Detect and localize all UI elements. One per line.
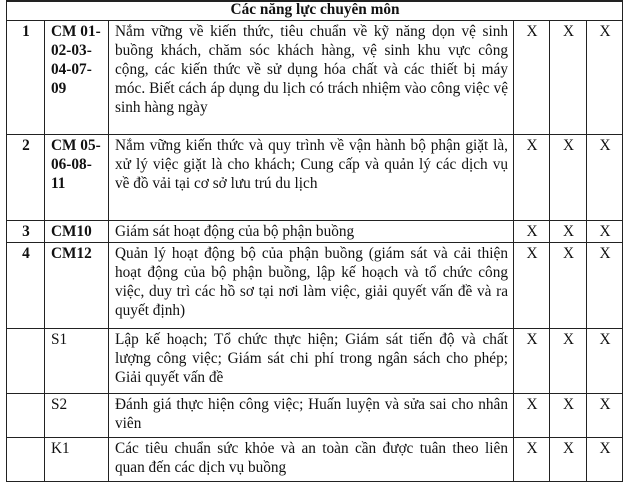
mark-cell: X <box>550 221 587 243</box>
table-row <box>7 221 623 243</box>
row-number <box>7 329 45 394</box>
competency-code: CM 05-06-08-11 <box>45 135 109 221</box>
section-header-row <box>7 0 623 21</box>
table-row <box>7 438 623 482</box>
mark-cell: X <box>587 221 623 243</box>
row-number: 3 <box>7 221 45 243</box>
competency-code: S1 <box>45 329 109 394</box>
table-row <box>7 243 623 329</box>
row-number: 2 <box>7 135 45 221</box>
mark-cell: X <box>587 243 623 329</box>
competency-description: Lập kế hoạch; Tổ chức thực hiện; Giám sát tiến độ và chất lượng công việc; Giám sát chi phí trong ngân sách cho phép; Giải quyết vấn đề <box>109 329 514 394</box>
row-number <box>7 438 45 482</box>
mark-cell: X <box>587 329 623 394</box>
competency-description: Quản lý hoạt động bộ của phận buồng (giám sát và cải thiện hoạt động của bộ phận buồng, lập kế hoạch và tổ chức công việc, duy trì các hồ sơ tại nơi làm việc, giải quyết vấn đề và ra quyết định) <box>109 243 514 329</box>
mark-cell: X <box>550 135 587 221</box>
mark-cell: X <box>550 21 587 135</box>
competency-code: S2 <box>45 394 109 438</box>
competency-code: CM12 <box>45 243 109 329</box>
competency-table <box>6 0 623 482</box>
competency-code: CM10 <box>45 221 109 243</box>
mark-cell: X <box>514 221 550 243</box>
table-row <box>7 21 623 135</box>
mark-cell: X <box>587 135 623 221</box>
section-title: Các năng lực chuyên môn <box>7 0 623 21</box>
row-number <box>7 394 45 438</box>
competency-description: Giám sát hoạt động của bộ phận buồng <box>109 221 514 243</box>
table-row <box>7 135 623 221</box>
competency-code: K1 <box>45 438 109 482</box>
competency-description: Nắm vững về kiến thức, tiêu chuẩn về kỹ năng dọn vệ sinh buồng khách, chăm sóc khách hàng, vệ sinh khu vực công cộng, các kiến thức về sử dụng hóa chất và các thiết bị máy móc. Biết cách áp dụng du lịch có trách nhiệm vào công việc vệ sinh hàng ngày <box>109 21 514 135</box>
mark-cell: X <box>550 394 587 438</box>
competency-description: Nắm vững kiến thức và quy trình về vận hành bộ phận giặt là, xử lý việc giặt là cho khách; Cung cấp và quản lý các dịch vụ về đồ vải tại cơ sở lưu trú du lịch <box>109 135 514 221</box>
competency-description: Đánh giá thực hiện công việc; Huấn luyện và sửa sai cho nhân viên <box>109 394 514 438</box>
mark-cell: X <box>550 438 587 482</box>
competency-description: Các tiêu chuẩn sức khỏe và an toàn cần được tuân theo liên quan đến các dịch vụ buồng <box>109 438 514 482</box>
mark-cell: X <box>514 135 550 221</box>
table-row <box>7 394 623 438</box>
table-row <box>7 329 623 394</box>
mark-cell: X <box>514 21 550 135</box>
mark-cell: X <box>514 394 550 438</box>
row-number: 1 <box>7 21 45 135</box>
mark-cell: X <box>587 438 623 482</box>
mark-cell: X <box>550 243 587 329</box>
mark-cell: X <box>587 21 623 135</box>
mark-cell: X <box>550 329 587 394</box>
mark-cell: X <box>514 438 550 482</box>
row-number: 4 <box>7 243 45 329</box>
mark-cell: X <box>514 243 550 329</box>
mark-cell: X <box>587 394 623 438</box>
competency-code: CM 01-02-03-04-07-09 <box>45 21 109 135</box>
mark-cell: X <box>514 329 550 394</box>
